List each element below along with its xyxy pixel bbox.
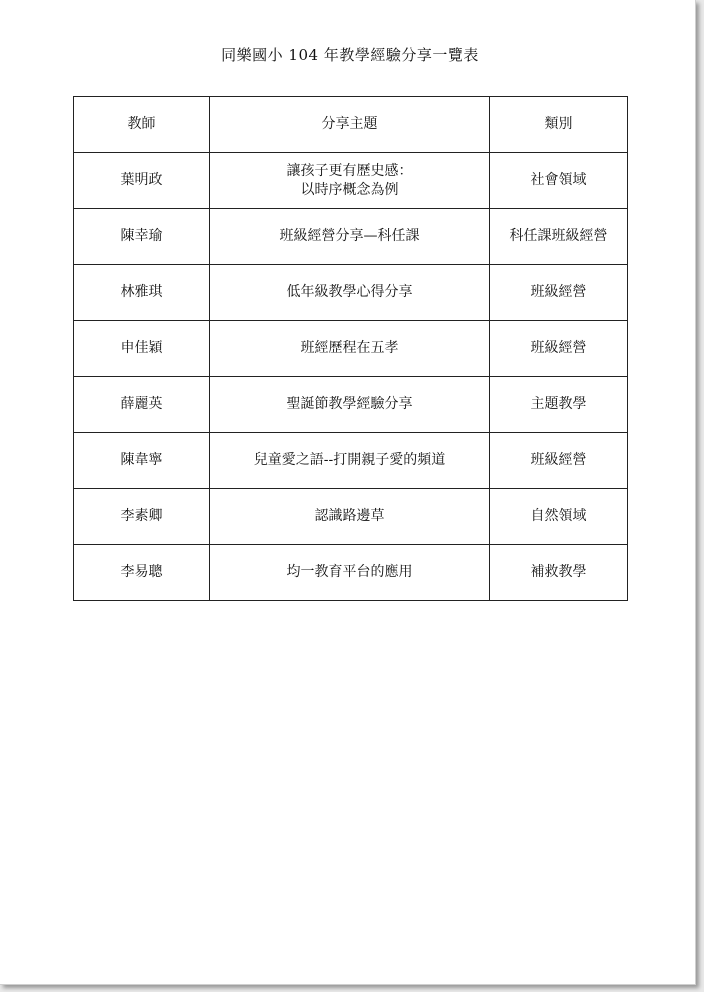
category-cell: 主題教學 xyxy=(490,377,628,433)
teacher-cell: 申佳穎 xyxy=(74,321,210,377)
category-cell: 班級經營 xyxy=(490,321,628,377)
sharing-table xyxy=(73,96,628,601)
topic-cell: 兒童愛之語--打開親子愛的頻道 xyxy=(210,433,490,489)
category-cell: 社會領域 xyxy=(490,153,628,209)
teacher-cell: 葉明政 xyxy=(74,153,210,209)
header-teacher: 教師 xyxy=(74,97,210,153)
teacher-cell: 陳幸瑜 xyxy=(74,209,210,265)
header-topic: 分享主題 xyxy=(210,97,490,153)
table-header-row xyxy=(74,97,628,153)
document-title: 同樂國小 104 年教學經驗分享一覽表 xyxy=(221,46,479,64)
teacher-cell: 薛麗英 xyxy=(74,377,210,433)
header-category: 類別 xyxy=(490,97,628,153)
teacher-cell: 李易聰 xyxy=(74,545,210,601)
table-row xyxy=(74,545,628,601)
topic-cell: 讓孩子更有歷史感： 以時序概念為例 xyxy=(210,153,490,209)
table-row xyxy=(74,209,628,265)
topic-cell: 低年級教學心得分享 xyxy=(210,265,490,321)
table-row xyxy=(74,321,628,377)
topic-cell: 班級經營分享—科任課 xyxy=(210,209,490,265)
topic-cell: 聖誕節教學經驗分享 xyxy=(210,377,490,433)
category-cell: 補救教學 xyxy=(490,545,628,601)
table-row xyxy=(74,489,628,545)
table-row xyxy=(74,377,628,433)
category-cell: 班級經營 xyxy=(490,433,628,489)
topic-cell: 班經歷程在五孝 xyxy=(210,321,490,377)
table-row xyxy=(74,153,628,209)
teacher-cell: 陳韋寧 xyxy=(74,433,210,489)
category-cell: 自然領域 xyxy=(490,489,628,545)
category-cell: 班級經營 xyxy=(490,265,628,321)
teacher-cell: 李素卿 xyxy=(74,489,210,545)
teacher-cell: 林雅琪 xyxy=(74,265,210,321)
topic-cell: 認識路邊草 xyxy=(210,489,490,545)
table-row xyxy=(74,265,628,321)
table-row xyxy=(74,433,628,489)
topic-cell: 均一教育平台的應用 xyxy=(210,545,490,601)
category-cell: 科任課班級經營 xyxy=(490,209,628,265)
